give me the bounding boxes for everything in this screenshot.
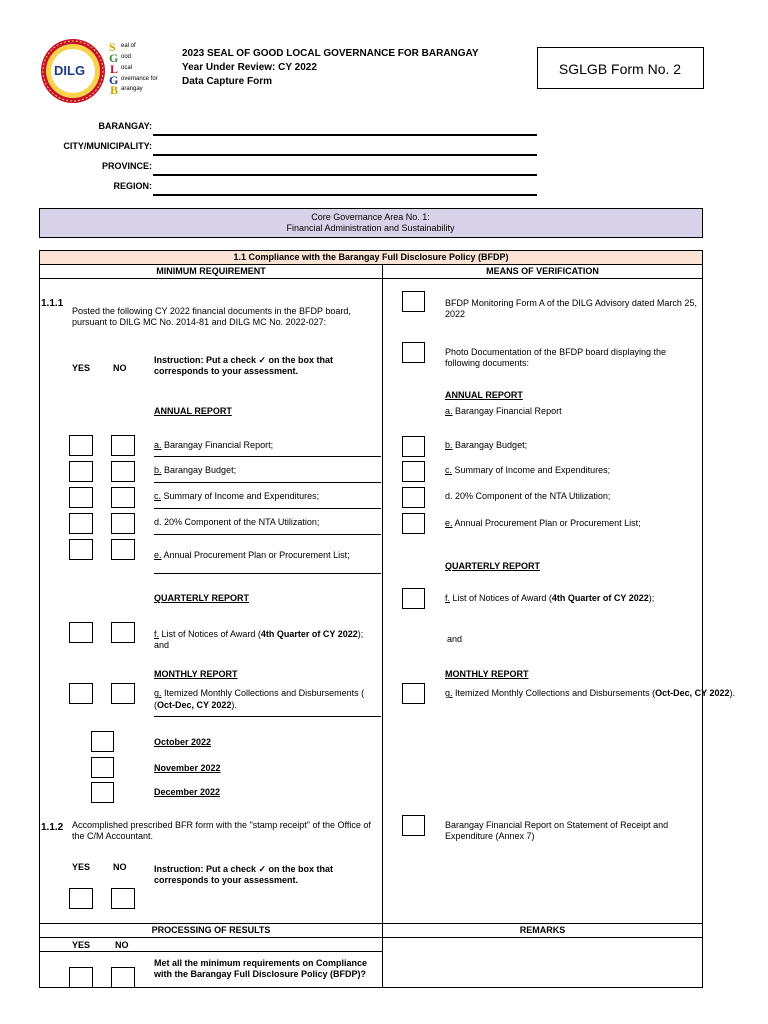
city-input-line[interactable] xyxy=(153,154,537,156)
mov-quarterly-f-checkbox[interactable] xyxy=(402,588,425,609)
annual-e-no-checkbox[interactable] xyxy=(111,539,135,560)
dilg-logo xyxy=(40,38,106,104)
annual-item-b: b. Barangay Budget; xyxy=(154,465,237,475)
annual-d-underline xyxy=(154,534,381,535)
mov-annual-item-b: b. Barangay Budget; xyxy=(445,440,528,450)
seal-line-1: eal of xyxy=(121,43,136,49)
form-number-box xyxy=(537,47,704,89)
svg-text:G: G xyxy=(109,51,119,65)
mov-bfdp-form-checkbox[interactable] xyxy=(402,291,425,312)
annual-a-no-checkbox[interactable] xyxy=(111,435,135,456)
annual-c-underline xyxy=(154,508,381,509)
seal-of-good-governance-logo xyxy=(108,40,168,94)
processing-question: Met all the minimum requirements on Compliance with the Barangay Full Disclosure Policy (BFDP)? xyxy=(154,958,368,979)
min-requirement-header: MINIMUM REQUIREMENT xyxy=(156,266,266,276)
annual-item-a: a. Barangay Financial Report; xyxy=(154,440,274,450)
processing-yes-label: YES xyxy=(72,940,91,950)
mov-annual-e-checkbox[interactable] xyxy=(402,513,425,534)
req-111-instruction: Instruction: Put a check ✓ on the box that corresponds to your assessment. xyxy=(154,355,334,376)
processing-no-label: NO xyxy=(115,940,129,950)
annual-c-yes-checkbox[interactable] xyxy=(69,487,93,508)
req-111-number: 1.1.1 xyxy=(41,298,64,309)
processing-header-line xyxy=(40,937,702,938)
city-label: CITY/MUNICIPALITY: xyxy=(63,141,152,151)
province-input-line[interactable] xyxy=(153,174,537,176)
mov-quarterly-item-f: f. List of Notices of Award (4th Quarter of CY 2022); xyxy=(445,593,655,603)
mov-annual-item-e: e. Annual Procurement Plan or Procurement List; xyxy=(445,518,641,528)
annual-e-yes-checkbox[interactable] xyxy=(69,539,93,560)
annual-b-yes-checkbox[interactable] xyxy=(69,461,93,482)
monthly-item-g-period: (Oct-Dec, CY 2022). xyxy=(154,700,237,710)
req-112-number: 1.1.2 xyxy=(41,822,64,833)
region-label: REGION: xyxy=(113,181,152,191)
barangay-label: BARANGAY: xyxy=(98,121,152,131)
mov-112-checkbox[interactable] xyxy=(402,815,425,836)
processing-top-line xyxy=(40,923,702,924)
mov-and: and xyxy=(447,634,463,644)
year-under-review: Year Under Review: CY 2022 xyxy=(182,62,317,73)
quarterly-and: and xyxy=(154,640,170,650)
monthly-g-yes-checkbox[interactable] xyxy=(69,683,93,704)
annual-b-no-checkbox[interactable] xyxy=(111,461,135,482)
means-of-verification-header: MEANS OF VERIFICATION xyxy=(486,266,599,276)
dilg-logo-text: DILG xyxy=(54,63,86,78)
svg-text:L: L xyxy=(110,62,119,76)
monthly-g-underline xyxy=(154,716,381,717)
req-112-yes-checkbox[interactable] xyxy=(69,888,93,909)
req-112-text: Accomplished prescribed BFR form with the "stamp receipt" of the Office of the C/M Accountant. xyxy=(72,820,371,841)
mov-annual-c-checkbox[interactable] xyxy=(402,461,425,482)
req-111-yes-label: YES xyxy=(72,363,91,373)
annual-c-no-checkbox[interactable] xyxy=(111,487,135,508)
monthly-g-no-checkbox[interactable] xyxy=(111,683,135,704)
month-december: December 2022 xyxy=(154,787,221,797)
annual-item-d: d. 20% Component of the NTA Utilization; xyxy=(154,517,320,527)
annual-a-yes-checkbox[interactable] xyxy=(69,435,93,456)
seal-line-2: ood xyxy=(121,54,132,60)
svg-text:S: S xyxy=(109,40,116,54)
annual-e-underline xyxy=(154,573,381,574)
form-title: 2023 SEAL OF GOOD LOCAL GOVERNANCE FOR BARANGAY xyxy=(182,48,479,59)
october-checkbox[interactable] xyxy=(91,731,114,752)
quarterly-f-yes-checkbox[interactable] xyxy=(69,622,93,643)
annual-item-e: e. Annual Procurement Plan or Procurement List; xyxy=(154,550,350,560)
mov-photo-doc-text: Photo Documentation of the BFDP board displaying the following documents: xyxy=(445,347,666,368)
req-112-no-checkbox[interactable] xyxy=(111,888,135,909)
annual-report-heading: ANNUAL REPORT xyxy=(154,406,232,416)
mov-annual-b-checkbox[interactable] xyxy=(402,436,425,457)
annual-d-yes-checkbox[interactable] xyxy=(69,513,93,534)
svg-text:G: G xyxy=(109,73,119,87)
mov-annual-heading: ANNUAL REPORT xyxy=(445,390,523,400)
section-title: 1.1 Compliance with the Barangay Full Disclosure Policy (BFDP) xyxy=(233,252,509,262)
processing-sub-line xyxy=(40,951,382,952)
seal-line-3: ocal xyxy=(121,65,133,71)
form-number: SGLGB Form No. 2 xyxy=(558,61,682,77)
mov-monthly-item-g: g. Itemized Monthly Collections and Disbursements (Oct-Dec, CY 2022). xyxy=(445,688,735,698)
form-subtitle: Data Capture Form xyxy=(182,76,273,87)
annual-item-c: c. Summary of Income and Expenditures; xyxy=(154,491,320,501)
processing-no-checkbox[interactable] xyxy=(111,967,135,988)
annual-d-no-checkbox[interactable] xyxy=(111,513,135,534)
november-checkbox[interactable] xyxy=(91,757,114,778)
req-111-text: Posted the following CY 2022 financial documents in the BFDP board, pursuant to DILG MC No. 2014-81 and DILG MC No. 2022-027: xyxy=(72,306,351,327)
mov-112-text: Barangay Financial Report on Statement of Receipt and Expenditure (Annex 7) xyxy=(445,820,669,841)
seal-line-4: overnance for xyxy=(121,76,158,82)
remarks-header: REMARKS xyxy=(519,925,566,935)
processing-yes-checkbox[interactable] xyxy=(69,967,93,988)
mov-monthly-g-checkbox[interactable] xyxy=(402,683,425,704)
svg-text:B: B xyxy=(110,83,119,94)
month-november: November 2022 xyxy=(154,763,221,773)
mov-annual-item-c: c. Summary of Income and Expenditures; xyxy=(445,465,611,475)
monthly-report-heading: MONTHLY REPORT xyxy=(154,669,238,679)
monthly-item-g: g. Itemized Monthly Collections and Disbursements ( xyxy=(154,688,365,698)
barangay-input-line[interactable] xyxy=(153,134,537,136)
seal-line-5: arangay xyxy=(121,86,143,92)
quarterly-item-f: f. List of Notices of Award (4th Quarter of CY 2022); xyxy=(154,629,364,639)
province-label: PROVINCE: xyxy=(101,161,152,171)
mov-annual-item-a: a. Barangay Financial Report xyxy=(445,406,562,416)
annual-b-underline xyxy=(154,482,381,483)
processing-header: PROCESSING OF RESULTS xyxy=(151,925,271,935)
region-input-line[interactable] xyxy=(153,194,537,196)
req-111-no-label: NO xyxy=(113,363,127,373)
mov-photo-doc-checkbox[interactable] xyxy=(402,342,425,363)
req-112-instruction: Instruction: Put a check ✓ on the box that corresponds to your assessment. xyxy=(154,864,334,885)
column-divider xyxy=(382,265,383,987)
mov-annual-d-checkbox[interactable] xyxy=(402,487,425,508)
req-112-yes-label: YES xyxy=(72,862,91,872)
mov-bfdp-form-text: BFDP Monitoring Form A of the DILG Advisory dated March 25, 2022 xyxy=(445,298,697,319)
column-header-line xyxy=(40,278,702,279)
governance-area-subtitle: Financial Administration and Sustainability xyxy=(286,223,455,233)
december-checkbox[interactable] xyxy=(91,782,114,803)
mov-annual-item-d: d. 20% Component of the NTA Utilization; xyxy=(445,491,611,501)
annual-a-underline xyxy=(154,456,381,457)
mov-monthly-heading: MONTHLY REPORT xyxy=(445,669,529,679)
month-october: October 2022 xyxy=(154,737,212,747)
mov-quarterly-heading: QUARTERLY REPORT xyxy=(445,561,541,571)
governance-area-title: Core Governance Area No. 1: xyxy=(311,212,430,222)
req-112-no-label: NO xyxy=(113,862,127,872)
governance-area-banner xyxy=(39,208,703,238)
quarterly-report-heading: QUARTERLY REPORT xyxy=(154,593,250,603)
quarterly-f-no-checkbox[interactable] xyxy=(111,622,135,643)
